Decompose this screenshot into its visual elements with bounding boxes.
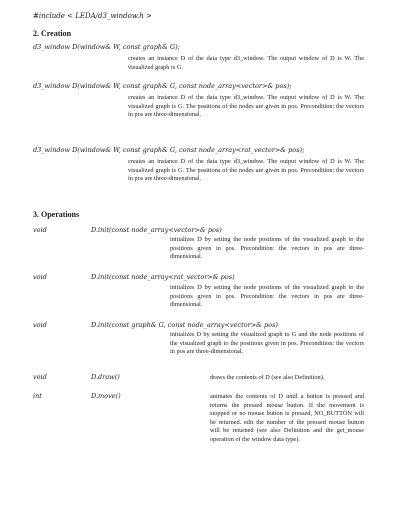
- operation-description: draws the contents of D (see also Definition).: [210, 374, 325, 381]
- return-type: int: [33, 392, 42, 400]
- return-type: void: [33, 226, 47, 234]
- creation-description: creates an instance D of the data type d3_window. The output window of D is W. The visualized graph is G. The positions of the nodes are given in pos. Precondition: the vectors in pos are three-dimensional.: [128, 158, 364, 183]
- creation-signature: d3_window D(window& W, const graph& G, const node_array<vector>& pos);: [33, 82, 292, 90]
- operation-call: D.init(const graph& G, const node_array<vector>& pos): [91, 321, 278, 329]
- operation-call: D.draw(): [91, 373, 120, 381]
- creation-heading: 2. Creation: [33, 29, 72, 38]
- creation-description: creates an instance D of the data type d3_window. The output window of D is W. The visualized graph is G. The positions of the nodes are given in pos. Precondition: the vectors in pos are three-dimensional.: [128, 94, 364, 119]
- operations-heading: 3. Operations: [33, 210, 80, 219]
- return-type: void: [33, 321, 47, 329]
- include-line: #include < LEDA/d3_window.h >: [33, 12, 152, 20]
- creation-signature: d3_window D(window& W, const graph& G, const node_array<rat_vector>& pos);: [33, 146, 305, 154]
- operation-description: initializes D by setting the node positions of the visualized graph to the positions given in pos. Precondition: the vectors in pos are three-dimensional.: [170, 236, 364, 261]
- operation-description: initializes D by setting the node positions of the visualized graph to the positions given in pos. Precondition: the vectors in pos are three-dimensional.: [170, 284, 364, 309]
- creation-signature: d3_window D(window& W, const graph& G);: [33, 43, 180, 51]
- operation-description: animates the contents of D until a button is pressed and returns the pressed mouse button. If the movement is stopped or no mouse button is pressed, NO_BUTTON will be returned. edit the number of the pressed mouse button will be returned (see also Definition and the get_mouse operation of the window data type).: [210, 393, 364, 443]
- operation-call: D.move(): [91, 392, 121, 400]
- return-type: void: [33, 273, 47, 281]
- creation-description: creates an instance D of the data type d3_window. The output window of D is W. The visualized graph is G.: [128, 55, 364, 71]
- operation-call: D.init(const node_array<rat_vector>& pos): [91, 273, 235, 281]
- return-type: void: [33, 373, 47, 381]
- operation-call: D.init(const node_array<vector>& pos): [91, 226, 222, 234]
- operation-description: initializes D by setting the visualized graph to G and the node positions of the visualized graph to the positions given in pos. Precondition: the vectors in pos are three-dimensional.: [170, 331, 364, 356]
